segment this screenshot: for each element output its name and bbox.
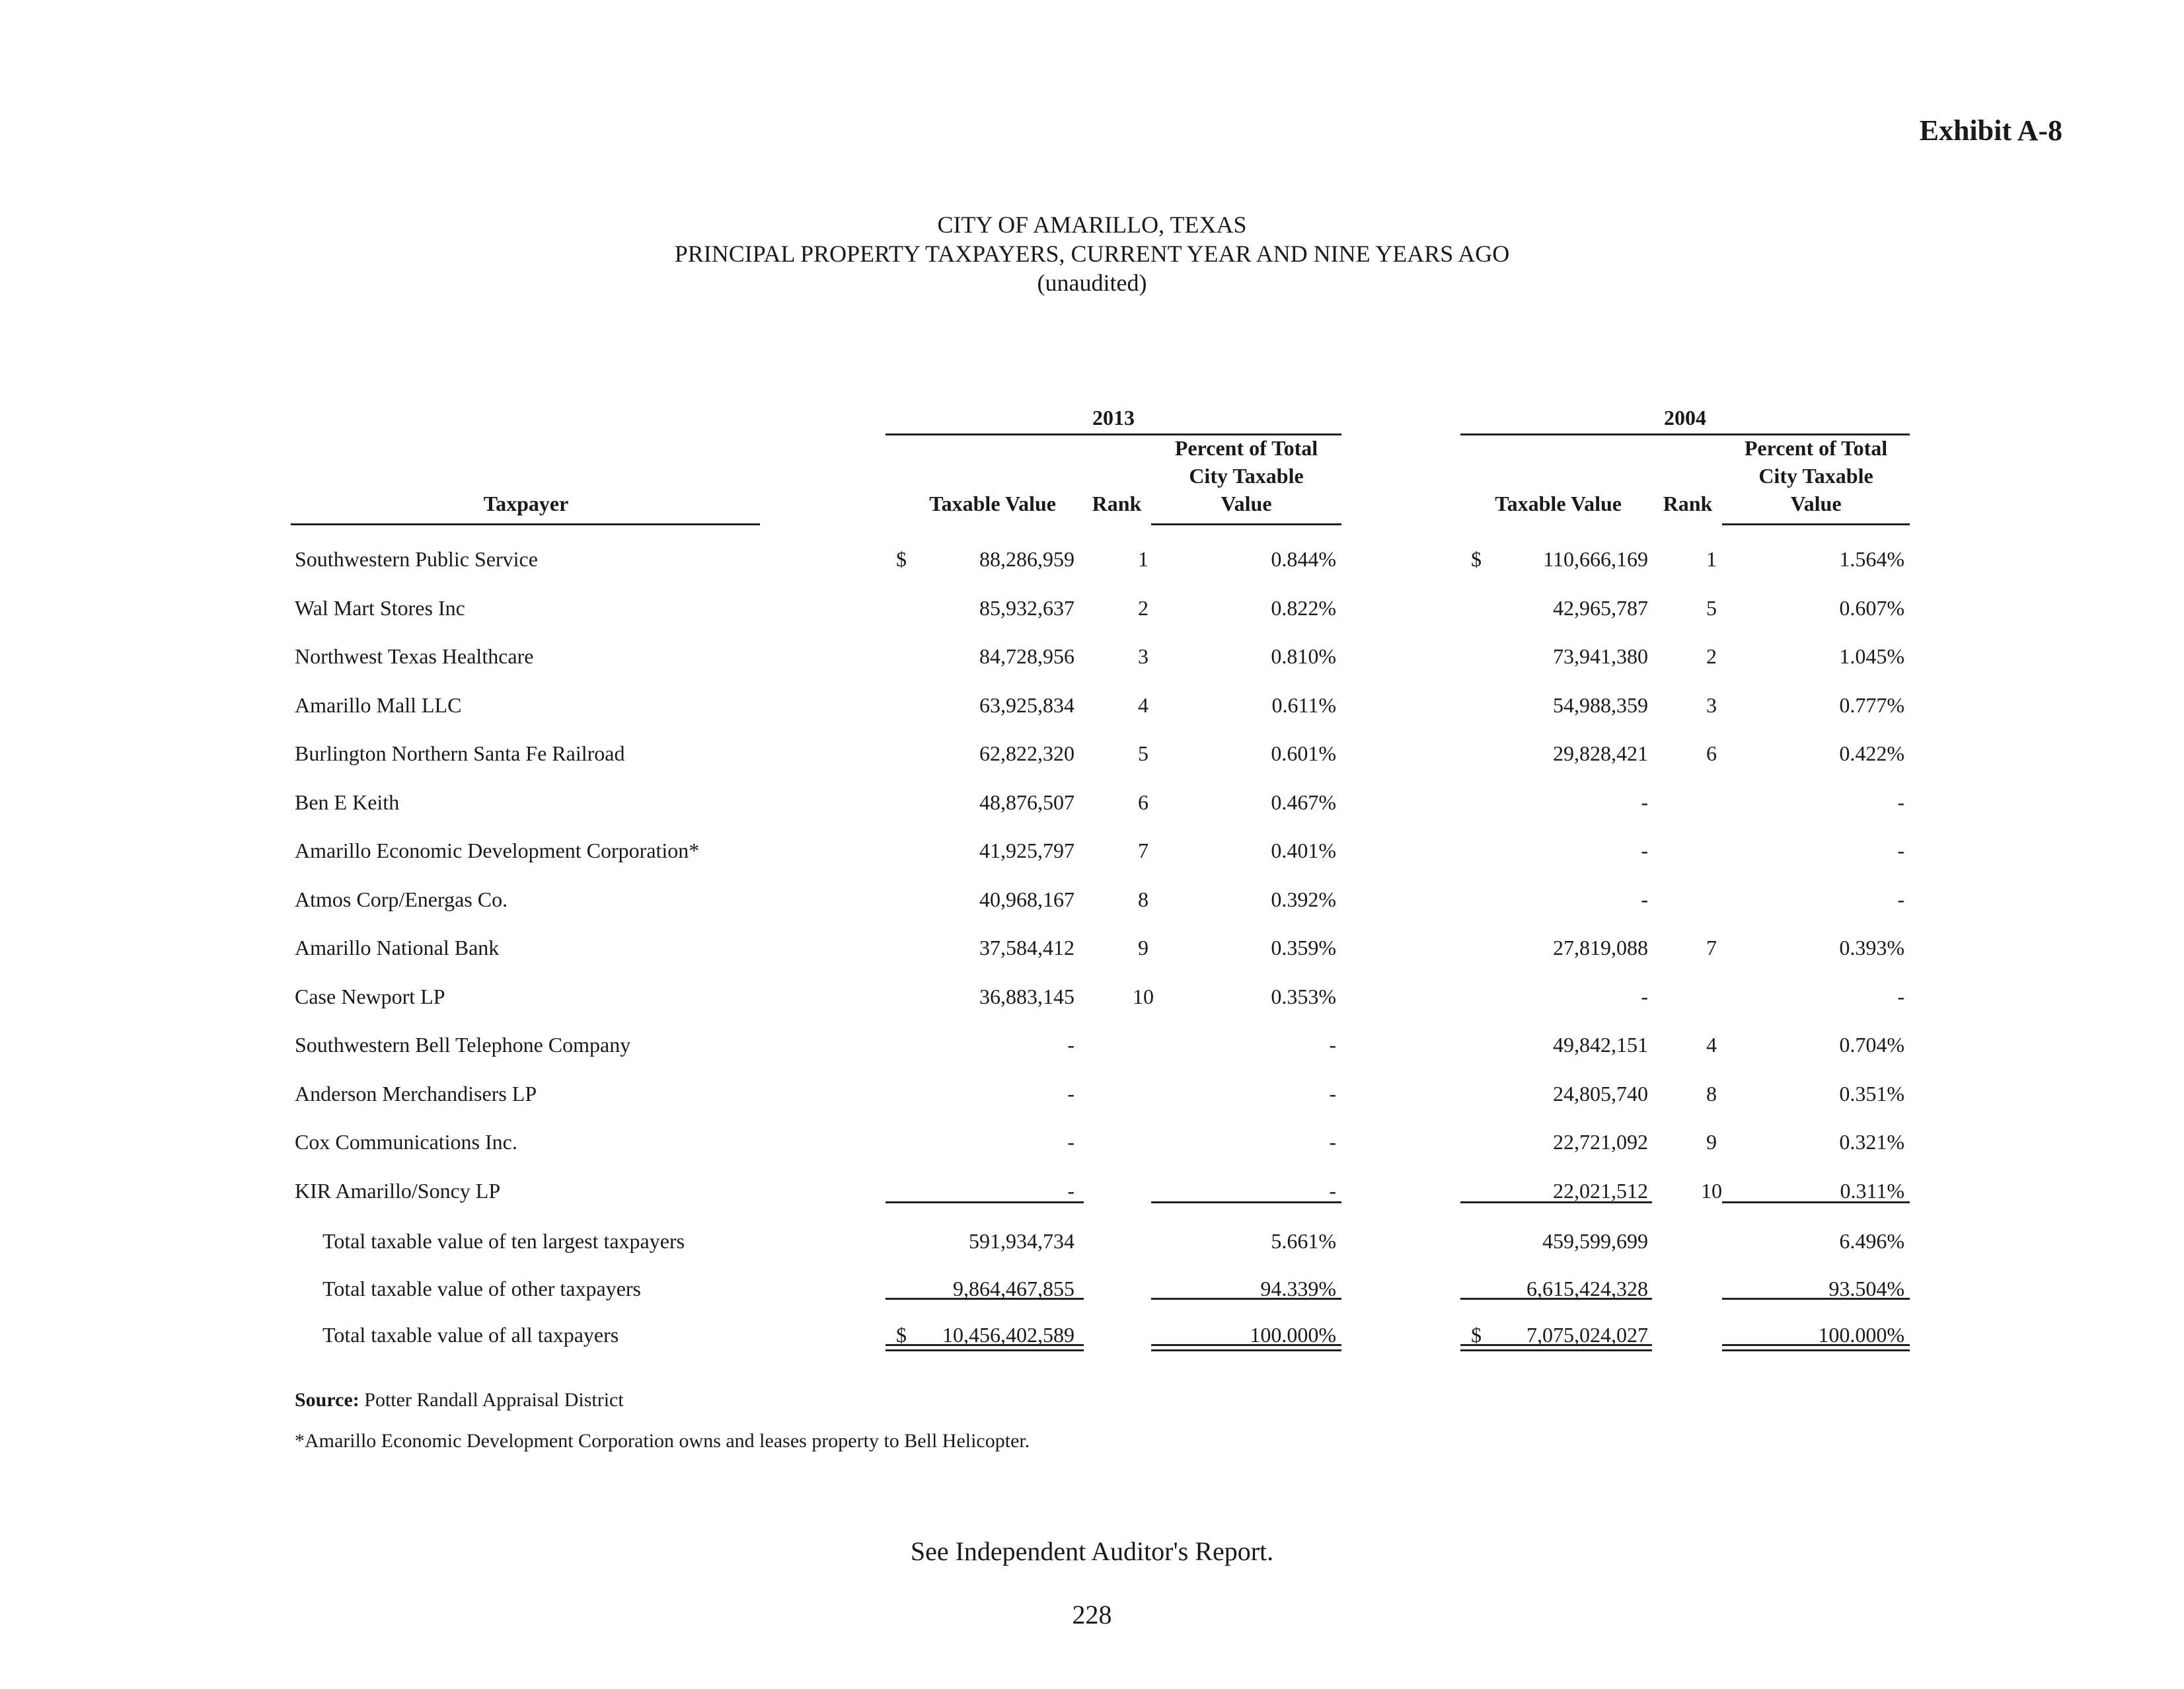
source-text: Potter Randall Appraisal District: [364, 1389, 624, 1411]
taxpayer-name: Case Newport LP: [295, 985, 445, 1008]
dollar-sign-2013: $: [896, 547, 907, 571]
other-rule-value-2004: [1460, 1298, 1652, 1300]
percent-2013-header-rule: [1151, 523, 1341, 525]
col-header-rank-2004: Rank: [1663, 492, 1713, 515]
taxable-value-2004: 42,965,787: [1553, 596, 1648, 620]
taxpayer-name: Burlington Northern Santa Fe Railroad: [295, 741, 625, 765]
col-header-percent-2013-l1: Percent of Total: [1174, 436, 1318, 460]
percent-2013: -: [1329, 1082, 1336, 1106]
percent-2004: 0.777%: [1839, 693, 1904, 717]
total-value-2004: 7,075,024,027: [1526, 1323, 1648, 1347]
taxable-value-2013: 88,286,959: [979, 547, 1074, 571]
taxpayer-name: Northwest Texas Healthcare: [295, 644, 534, 668]
footnote: *Amarillo Economic Development Corporation owns and leases property to Bell Helicopter.: [295, 1430, 1030, 1452]
total-percent-2013: 94.339%: [1260, 1277, 1336, 1300]
other-rule-pct-2013: [1151, 1298, 1341, 1300]
percent-2013: 0.353%: [1271, 985, 1336, 1008]
taxpayer-name: Amarillo Economic Development Corporation*: [295, 839, 700, 862]
rank-2013: 9: [1138, 936, 1148, 959]
other-rule-value-2013: [885, 1298, 1084, 1300]
percent-2013: 0.611%: [1271, 693, 1336, 717]
taxable-value-2004: 49,842,151: [1553, 1033, 1648, 1057]
rank-2013: 5: [1138, 741, 1148, 765]
taxpayer-name: Southwestern Bell Telephone Company: [295, 1033, 631, 1057]
taxable-value-2004: -: [1641, 839, 1648, 862]
source-note: [295, 1389, 624, 1411]
rank-2004: 8: [1706, 1082, 1717, 1106]
col-header-percent-2004-l3: Value: [1790, 492, 1842, 515]
total-percent-2013: 100.000%: [1250, 1323, 1336, 1347]
col-header-percent-2004-l1: Percent of Total: [1744, 436, 1888, 460]
taxable-value-2004: -: [1641, 887, 1648, 911]
percent-2004: 0.607%: [1839, 596, 1904, 620]
source-label: Source:: [295, 1389, 359, 1411]
rank-2013: 10: [1133, 985, 1154, 1008]
subtotal-rule-pct-2013: [1151, 1201, 1341, 1203]
total-double-rule-pct-2004: [1722, 1344, 1910, 1351]
percent-2013: -: [1329, 1179, 1336, 1203]
taxable-value-2013: 40,968,167: [979, 887, 1074, 911]
percent-2004: 0.351%: [1839, 1082, 1904, 1106]
taxpayer-name: Anderson Merchandisers LP: [295, 1082, 537, 1106]
dollar-sign-2004: $: [1471, 547, 1482, 571]
percent-2013: 0.844%: [1271, 547, 1336, 571]
taxable-value-2013: -: [1067, 1033, 1074, 1057]
taxable-value-2013: 37,584,412: [979, 936, 1074, 959]
percent-2013: 0.822%: [1271, 596, 1336, 620]
rank-2004: 1: [1706, 547, 1717, 571]
col-header-taxpayer: Taxpayer: [483, 492, 569, 515]
total-value-2004: 459,599,699: [1542, 1229, 1648, 1253]
taxable-value-2004: 22,021,512: [1553, 1179, 1648, 1203]
auditor-note: See Independent Auditor's Report.: [910, 1536, 1274, 1566]
total-label: Total taxable value of other taxpayers: [322, 1277, 641, 1300]
total-percent-2004: 93.504%: [1828, 1277, 1904, 1300]
taxable-value-2004: -: [1641, 985, 1648, 1008]
rank-2004: 4: [1706, 1033, 1717, 1057]
col-header-rank-2013: Rank: [1092, 492, 1142, 515]
taxpayer-name: Amarillo National Bank: [295, 936, 500, 959]
taxable-value-2013: 41,925,797: [979, 839, 1074, 862]
taxpayer-name: Atmos Corp/Energas Co.: [295, 887, 508, 911]
total-percent-2004: 6.496%: [1839, 1229, 1904, 1253]
year-current-rule: [885, 433, 1341, 435]
taxable-value-2013: -: [1067, 1082, 1074, 1106]
taxable-value-2013: -: [1067, 1179, 1074, 1203]
report-title: [0, 210, 2184, 297]
total-value-2013: 591,934,734: [969, 1229, 1074, 1253]
col-header-taxable-value-2004: Taxable Value: [1495, 492, 1622, 515]
taxable-value-2013: 84,728,956: [979, 644, 1074, 668]
total-value-2004: 6,615,424,328: [1526, 1277, 1648, 1300]
year-prior-header: 2004: [1664, 406, 1706, 430]
taxable-value-2013: 62,822,320: [979, 741, 1074, 765]
percent-2004-header-rule: [1722, 523, 1910, 525]
other-rule-pct-2004: [1722, 1298, 1910, 1300]
taxpayer-name: Ben E Keith: [295, 790, 400, 814]
percent-2013: 0.601%: [1271, 741, 1336, 765]
percent-2013: 0.810%: [1271, 644, 1336, 668]
total-label: Total taxable value of all taxpayers: [322, 1323, 619, 1347]
total-double-rule-pct-2013: [1151, 1344, 1341, 1351]
total-label: Total taxable value of ten largest taxpayers: [322, 1229, 685, 1253]
taxable-value-2004: 54,988,359: [1553, 693, 1648, 717]
rank-2004: 9: [1706, 1130, 1717, 1154]
taxable-value-2004: 110,666,169: [1543, 547, 1648, 571]
taxable-value-2013: 85,932,637: [979, 596, 1074, 620]
taxpayer-header-rule: [291, 523, 760, 525]
taxpayer-name: Cox Communications Inc.: [295, 1130, 517, 1154]
total-value-2013: 10,456,402,589: [942, 1323, 1074, 1347]
total-dollar-2013: $: [896, 1323, 907, 1347]
rank-2013: 4: [1138, 693, 1148, 717]
taxable-value-2004: -: [1641, 790, 1648, 814]
percent-2013: 0.392%: [1271, 887, 1336, 911]
percent-2004: 0.311%: [1840, 1179, 1904, 1203]
taxable-value-2013: -: [1067, 1130, 1074, 1154]
rank-2004: 2: [1706, 644, 1717, 668]
subtotal-rule-value-2004: [1460, 1201, 1652, 1203]
percent-2004: -: [1897, 887, 1904, 911]
percent-2004: 0.704%: [1839, 1033, 1904, 1057]
total-dollar-2004: $: [1471, 1323, 1482, 1347]
percent-2004: 1.564%: [1839, 547, 1904, 571]
rank-2004: 7: [1706, 936, 1717, 959]
rank-2004: 3: [1706, 693, 1717, 717]
year-current-header: 2013: [1092, 406, 1135, 430]
total-percent-2004: 100.000%: [1818, 1323, 1904, 1347]
col-header-percent-2013-l2: City Taxable: [1189, 464, 1304, 488]
percent-2004: 0.422%: [1839, 741, 1904, 765]
taxpayer-name: Southwestern Public Service: [295, 547, 538, 571]
percent-2004: -: [1897, 790, 1904, 814]
col-header-taxable-value-2013: Taxable Value: [929, 492, 1056, 515]
rank-2013: 6: [1138, 790, 1148, 814]
taxable-value-2004: 73,941,380: [1553, 644, 1648, 668]
rank-2013: 3: [1138, 644, 1148, 668]
rank-2013: 7: [1138, 839, 1148, 862]
percent-2013: 0.401%: [1271, 839, 1336, 862]
subtotal-rule-pct-2004: [1722, 1201, 1910, 1203]
rank-2004: 10: [1701, 1179, 1722, 1203]
taxpayer-name: KIR Amarillo/Soncy LP: [295, 1179, 501, 1203]
total-percent-2013: 5.661%: [1271, 1229, 1336, 1253]
total-double-rule-value-2013: [885, 1344, 1084, 1351]
year-prior-rule: [1460, 433, 1910, 435]
taxable-value-2004: 22,721,092: [1553, 1130, 1648, 1154]
total-double-rule-value-2004: [1460, 1344, 1652, 1351]
page-number: 228: [1072, 1600, 1112, 1630]
taxable-value-2004: 29,828,421: [1553, 741, 1648, 765]
taxable-value-2013: 48,876,507: [979, 790, 1074, 814]
taxpayer-name: Amarillo Mall LLC: [295, 693, 462, 717]
percent-2004: 1.045%: [1839, 644, 1904, 668]
percent-2013: 0.359%: [1271, 936, 1336, 959]
subtotal-rule-value-2013: [885, 1201, 1084, 1203]
rank-2013: 2: [1138, 596, 1148, 620]
title-line-3: (unaudited): [1037, 270, 1147, 296]
col-header-percent-2013-l3: Value: [1221, 492, 1272, 515]
percent-2004: 0.393%: [1839, 936, 1904, 959]
col-header-percent-2004-l2: City Taxable: [1758, 464, 1873, 488]
taxable-value-2004: 24,805,740: [1553, 1082, 1648, 1106]
rank-2004: 5: [1706, 596, 1717, 620]
percent-2004: -: [1897, 985, 1904, 1008]
rank-2004: 6: [1706, 741, 1717, 765]
percent-2004: 0.321%: [1839, 1130, 1904, 1154]
title-line-2: PRINCIPAL PROPERTY TAXPAYERS, CURRENT YEAR AND NINE YEARS AGO: [674, 241, 1510, 267]
percent-2013: -: [1329, 1130, 1336, 1154]
rank-2013: 8: [1138, 887, 1148, 911]
taxable-value-2004: 27,819,088: [1553, 936, 1648, 959]
percent-2013: 0.467%: [1271, 790, 1336, 814]
total-value-2013: 9,864,467,855: [953, 1277, 1074, 1300]
exhibit-label: Exhibit A-8: [1919, 114, 2062, 147]
percent-2013: -: [1329, 1033, 1336, 1057]
title-line-1: CITY OF AMARILLO, TEXAS: [937, 211, 1247, 238]
rank-2013: 1: [1138, 547, 1148, 571]
percent-2004: -: [1897, 839, 1904, 862]
taxable-value-2013: 63,925,834: [979, 693, 1074, 717]
taxable-value-2013: 36,883,145: [979, 985, 1074, 1008]
taxpayer-name: Wal Mart Stores Inc: [295, 596, 465, 620]
